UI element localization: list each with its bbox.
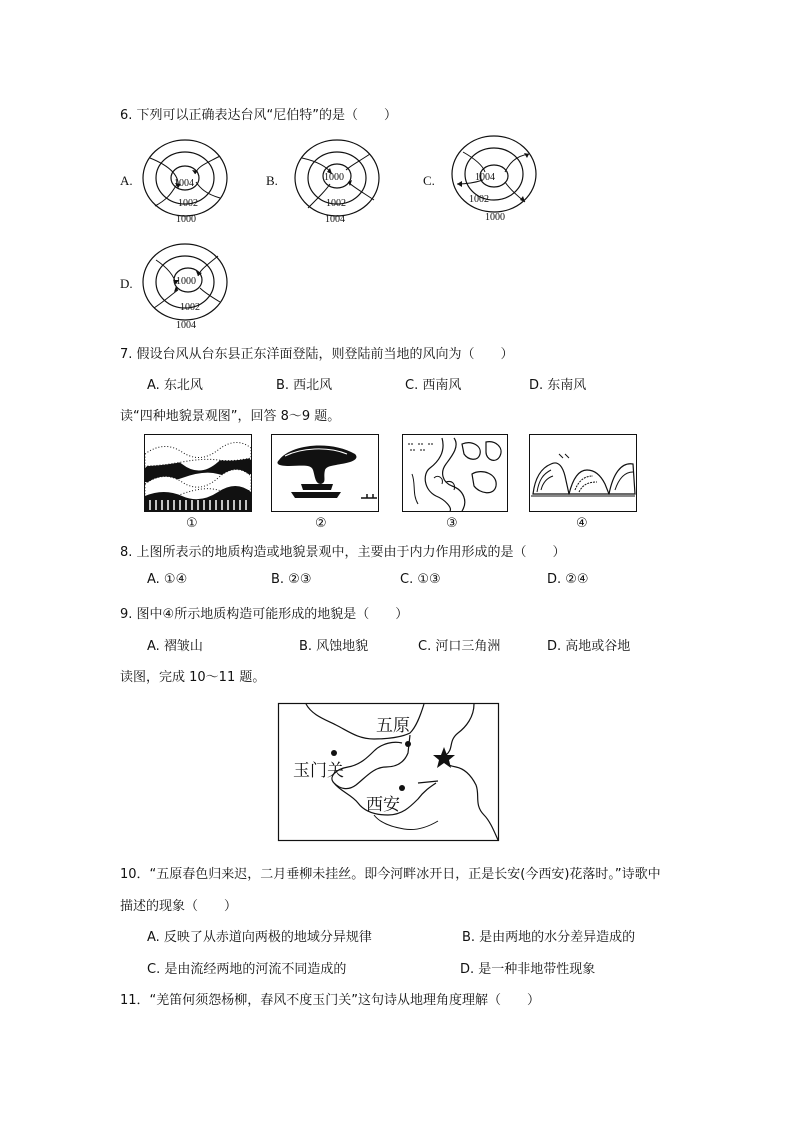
q6c-mid-label: 1002 — [469, 194, 489, 205]
q6d-inner-label: 1000 — [176, 276, 196, 287]
q8-option-c[interactable]: C. ①③ — [400, 572, 441, 587]
q6-diagram-d — [140, 240, 230, 330]
q10-stem-line2: 描述的现象（ ） — [120, 899, 238, 914]
map-label-xian: 西安 — [366, 795, 400, 815]
q7-option-a[interactable]: A. 东北风 — [147, 378, 203, 393]
q7-option-c[interactable]: C. 西南风 — [405, 378, 462, 393]
q10-option-d[interactable]: D. 是一种非地带性现象 — [460, 962, 596, 977]
q6-diagram-a — [140, 136, 230, 226]
q6-stem: 6. 下列可以正确表达台风“尼伯特”的是（ ） — [120, 108, 398, 123]
landform-2-mushroom-rock — [271, 434, 379, 512]
q6d-mid-label: 1002 — [180, 302, 200, 313]
q6a-inner-label: 1004 — [174, 178, 194, 189]
q9-option-d[interactable]: D. 高地或谷地 — [547, 639, 631, 654]
q9-option-c[interactable]: C. 河口三角洲 — [418, 639, 501, 654]
map-dot-wuyuan — [405, 741, 411, 747]
q6b-outer-label: 1004 — [325, 214, 345, 225]
intro-8-9: 读“四种地貌景观图”，回答 8～9 题。 — [120, 409, 341, 424]
q8-option-a[interactable]: A. ①④ — [147, 572, 188, 587]
q6a-outer-label: 1000 — [176, 214, 196, 225]
q6-diagram-c — [449, 132, 539, 222]
landform-2-caption: ② — [315, 516, 327, 531]
q7-option-b[interactable]: B. 西北风 — [276, 378, 333, 393]
q8-stem: 8. 上图所表示的地质构造或地貌景观中，主要由于内力作用形成的是（ ） — [120, 545, 566, 560]
q8-option-b[interactable]: B. ②③ — [271, 572, 312, 587]
landform-3-river-delta — [402, 434, 508, 512]
q6d-outer-label: 1004 — [176, 320, 196, 331]
q10-stem-line1: 10．“五原春色归来迟，二月垂柳未挂丝。即今河畔冰开日，正是长安(今西安)花落时。”诗歌中 — [120, 867, 661, 882]
q10-option-c[interactable]: C. 是由流经两地的河流不同造成的 — [147, 962, 347, 977]
landform-1-folded-strata — [144, 434, 252, 512]
q7-option-d[interactable]: D. 东南风 — [529, 378, 587, 393]
q6b-inner-label: 1000 — [324, 172, 344, 183]
q6c-outer-label: 1000 — [485, 212, 505, 223]
landform-4-fault-block — [529, 434, 637, 512]
q10-option-a[interactable]: A. 反映了从赤道向两极的地域分异规律 — [147, 930, 372, 945]
q11-stem: 11．“羌笛何须怨杨柳，春风不度玉门关”这句诗从地理角度理解（ ） — [120, 993, 541, 1008]
q6c-inner-label: 1004 — [475, 172, 495, 183]
landform-3-caption: ③ — [446, 516, 458, 531]
q9-option-b[interactable]: B. 风蚀地貌 — [299, 639, 369, 654]
map-label-wuyuan: 五原 — [376, 716, 410, 736]
q9-stem: 9. 图中④所示地质构造可能形成的地貌是（ ） — [120, 607, 409, 622]
q6b-mid-label: 1002 — [326, 198, 346, 209]
q6a-mid-label: 1002 — [178, 198, 198, 209]
q6-option-b-label: B. — [266, 173, 278, 188]
landform-1-caption: ① — [186, 516, 198, 531]
q6-option-c-label: C. — [423, 173, 435, 188]
q10-option-b[interactable]: B. 是由两地的水分差异造成的 — [462, 930, 636, 945]
q6-option-a-label: A. — [120, 173, 133, 188]
intro-10-11: 读图，完成 10～11 题。 — [120, 670, 266, 685]
q8-option-d[interactable]: D. ②④ — [547, 572, 589, 587]
landform-4-caption: ④ — [576, 516, 588, 531]
q9-option-a[interactable]: A. 褶皱山 — [147, 639, 203, 654]
q7-stem: 7. 假设台风从台东县正东洋面登陆，则登陆前当地的风向为（ ） — [120, 347, 514, 362]
q6-diagram-b — [292, 136, 382, 226]
q6-option-d-label: D. — [120, 276, 133, 291]
map-label-yumenguan: 玉门关 — [293, 761, 344, 781]
